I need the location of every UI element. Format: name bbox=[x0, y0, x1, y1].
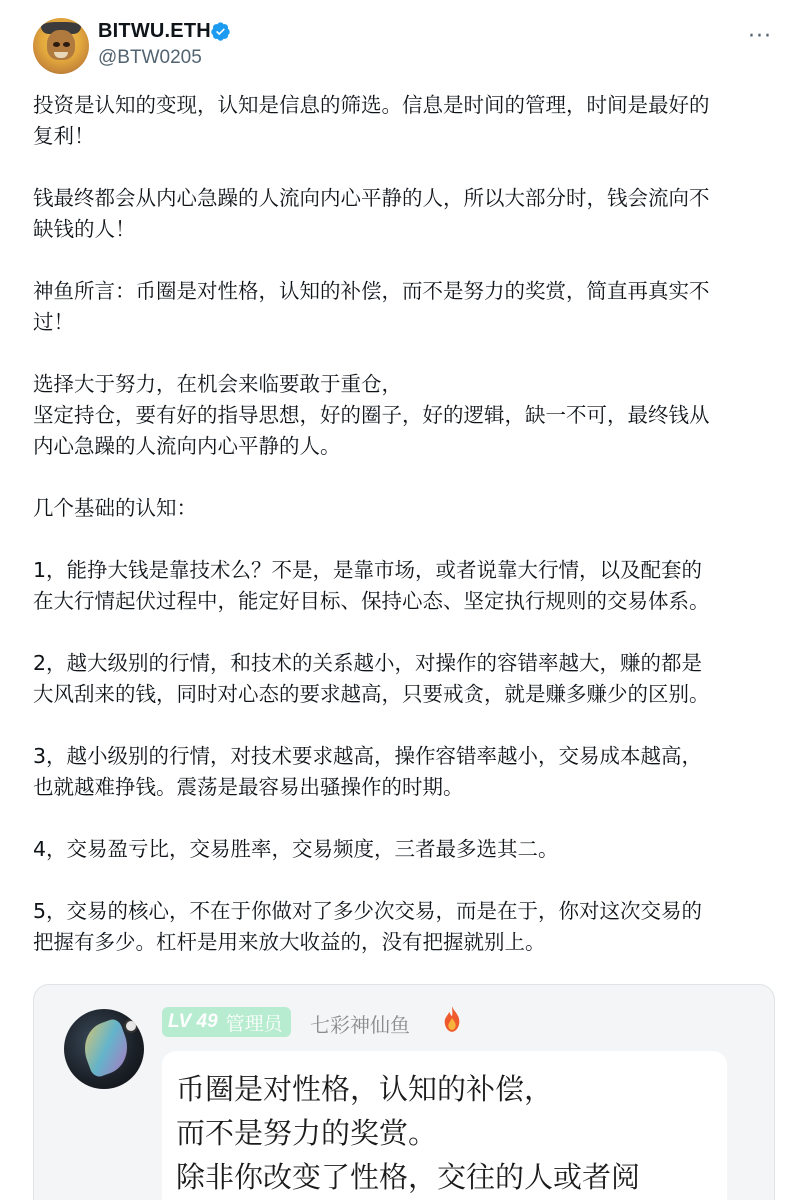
verified-badge-icon bbox=[210, 21, 231, 42]
message-text: 币圈是对性格，认知的补偿， 而不是努力的奖赏。 除非你改变了性格，交往的人或者阅 bbox=[176, 1072, 641, 1194]
ape-avatar-eye-right bbox=[63, 42, 70, 47]
message-bubble bbox=[162, 1051, 727, 1200]
role-badge: 管理员 bbox=[225, 1012, 283, 1035]
author-display-name[interactable]: BITWU.ETH bbox=[98, 20, 211, 42]
tweet-paragraph: 投资是认知的变现，认知是信息的筛选。信息是时间的管理，时间是最好的 复利！ bbox=[33, 93, 710, 148]
tweet-paragraph: 5，交易的核心，不在于你做对了多少次交易，而是在于，你对这次交易的 把握有多少。杠杆是用来放大收益的，没有把握就别上。 bbox=[33, 899, 703, 954]
embedded-screenshot-card[interactable] bbox=[33, 984, 775, 1200]
author-handle[interactable]: @BTW0205 bbox=[98, 47, 202, 68]
tweet-paragraph: 选择大于努力，在机会来临要敢于重仓， 坚定持仓，要有好的指导思想，好的圈子，好的逻辑，缺一不可，最终钱从 内心急躁的人流向内心平静的人。 bbox=[33, 372, 710, 458]
tweet-paragraph: 4，交易盈亏比，交易胜率，交易频度，三者最多选其二。 bbox=[33, 837, 559, 861]
flame-icon bbox=[441, 1005, 463, 1033]
tweet-text bbox=[33, 90, 778, 989]
quoted-user-avatar bbox=[64, 1009, 144, 1089]
more-options-icon[interactable]: ··· bbox=[748, 24, 772, 49]
quoted-user-name: 七彩神仙鱼 bbox=[310, 1013, 410, 1037]
tweet-header bbox=[0, 0, 793, 80]
tweet-paragraph: 2，越大级别的行情，和技术的关系越小，对操作的容错率越大，赚的都是 大风刮来的钱，同时对心态的要求越高，只要戒贪，就是赚多赚少的区别。 bbox=[33, 651, 710, 706]
avatar-badge-icon bbox=[124, 1019, 138, 1033]
tweet-paragraph: 钱最终都会从内心急躁的人流向内心平静的人，所以大部分时，钱会流向不 缺钱的人！ bbox=[33, 186, 710, 241]
author-avatar[interactable] bbox=[33, 18, 89, 74]
tweet-paragraph: 几个基础的认知： bbox=[33, 496, 197, 520]
ape-avatar-eye-left bbox=[53, 42, 60, 47]
tweet-paragraph: 1，能挣大钱是靠技术么？不是，是靠市场，或者说靠大行情，以及配套的 在大行情起伏过程中，能定好目标、保持心态、坚定执行规则的交易体系。 bbox=[33, 558, 710, 613]
tweet-paragraph: 3，越小级别的行情，对技术要求越高，操作容错率越小，交易成本越高， 也就越难挣钱。震荡是最容易出骚操作的时期。 bbox=[33, 744, 703, 799]
level-badge: LV 49 bbox=[168, 1011, 218, 1032]
tweet-paragraph: 神鱼所言：币圈是对性格，认知的补偿，而不是努力的奖赏，简直再真实不 过！ bbox=[33, 279, 710, 334]
level-role-badge bbox=[162, 1007, 291, 1037]
